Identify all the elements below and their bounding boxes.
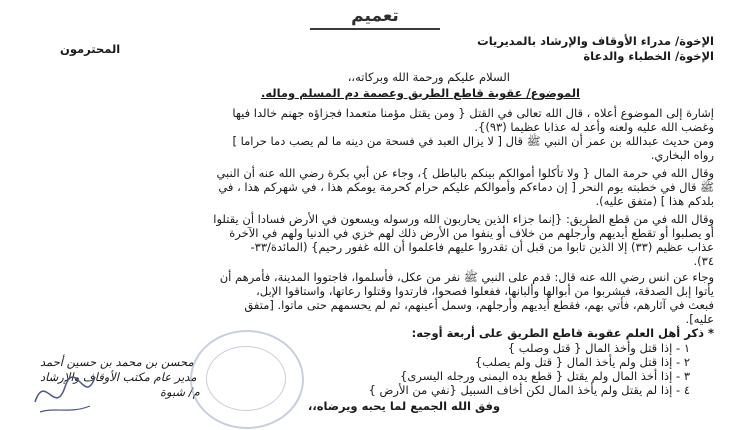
recipients-line-1: الإخوة/ مدراء الأوقاف والإرشاد بالمديريات: [477, 34, 714, 48]
penalty-item-1: ١ - إذا قتل وأخذ المال { قتل وصلب }: [507, 341, 690, 355]
signatory-role: مدير عام مكتب الأوقاف والإرشاد: [40, 370, 197, 384]
paragraph-4-line-4: ٣٤).: [693, 254, 714, 268]
official-seal: [190, 330, 304, 429]
paragraph-4-line-1: وقال الله في من قطع الطريق: {إنما جزاء الذين يحاربون الله ورسوله ويسعون في الأرض فسادا أن يقتلوا: [213, 212, 714, 226]
paragraph-2-line-1: ومن حديث عبدالله بن عمر أن النبي ﷺ قال [ لا يزال العبد في فسحة من دينه ما لم يصب دما حراما ]: [232, 134, 714, 148]
paragraph-4-line-3: عذاب عظيم (٣٣) إلا الذين تابوا من قبل أن تقدروا عليهم فاعلموا أن الله غفور رحيم} (المائدة/٣٣-: [250, 240, 714, 254]
handwritten-signature: [30, 362, 100, 422]
paragraph-4-line-2: أو يصلبوا أو تقطع أيديهم وأرجلهم من خلاف أو ينفوا من الأرض ذلك لهم خزي في الدنيا ولهم في الآخرة: [229, 226, 714, 240]
subject-line: الموضوع/ عقوبة قاطع الطريق وعصمة دم المسلم وماله.: [260, 86, 580, 100]
closing-line: وفق الله الجميع لما يحبه ويرضاه،،: [308, 399, 500, 413]
paragraph-3-line-2: ﷺ قال في خطبته يوم النحر [ إن دماءكم وأموالكم عليكم حرام كحرمة يومكم هذا ، في شهركم هذا ، في: [218, 180, 714, 194]
official-seal-inner-ring: [206, 346, 286, 411]
paragraph-5-line-2: يأتوا إبل الصدقة، فيشربوا من أبوالها وألبانها، ففعلوا فصحوا، فارتدوا وقتلوا رعاتها، واستاقوا الإبل،: [256, 284, 714, 298]
paragraph-5-line-3: فبعث في آثارهم، فأتي بهم، فقطع أيديهم وأرجلهم، وسمل أعينهم، ثم لم يحسمهم حتى ماتوا. [متفق: [244, 298, 714, 312]
recipients-line-2: الإخوة/ الخطباء والدعاة: [583, 49, 714, 63]
signatory-place: م/ شبوة: [160, 385, 200, 399]
paragraph-6: * ذكر أهل العلم عقوبة قاطع الطريق على أربعة أوجه:: [411, 326, 714, 340]
penalty-item-4: ٤ - إذا لم يقتل ولم يأخذ المال لكن أخاف السبيل {نفي من الأرض }: [368, 383, 690, 397]
paragraph-5-line-1: وجاء عن انس رضي الله عنه قال: قدم على النبي ﷺ نفر من عكل، فأسلموا، فاجتووا المدينة، فأمرهم أن: [219, 270, 714, 284]
title-underline: [310, 28, 440, 30]
greeting: السلام عليكم ورحمة الله وبركاته،،: [347, 70, 510, 84]
paragraph-5-line-4: عليه].: [685, 312, 714, 326]
paragraph-3-line-3: بلدكم هذا ] (متفق عليه).: [595, 194, 714, 208]
penalty-item-2: ٢ - إذا قتل ولم يأخذ المال { قتل ولم يصلب}: [474, 355, 690, 369]
paragraph-2-line-2: رواه البخاري.: [650, 148, 714, 162]
paragraph-3-line-1: وقال الله في حرمة المال { ولا تأكلوا أموالكم بينكم بالباطل }، وجاء عن أبي بكرة رضي الله عنه أن النبي: [216, 166, 714, 180]
signatory-name: محسن بن محمد بن حسين أحمد: [40, 355, 194, 369]
paragraph-1-line-2: وغضب الله عليه ولعنه وأعد له عذابا عظيما (٩٣)}.: [474, 120, 714, 134]
document-title: تعميم: [351, 6, 399, 26]
respected-label: المحترمون: [60, 42, 121, 56]
penalty-item-3: ٣ - إذا أخذ المال ولم يقتل { قطع يده اليمنى ورجله اليسرى}: [400, 369, 690, 383]
paragraph-1-line-1: إشارة إلى الموضوع أعلاه ، قال الله تعالى في القتل { ومن يقتل مؤمنا متعمدا فجزاؤه جهنم خالدا فيها: [232, 106, 714, 120]
